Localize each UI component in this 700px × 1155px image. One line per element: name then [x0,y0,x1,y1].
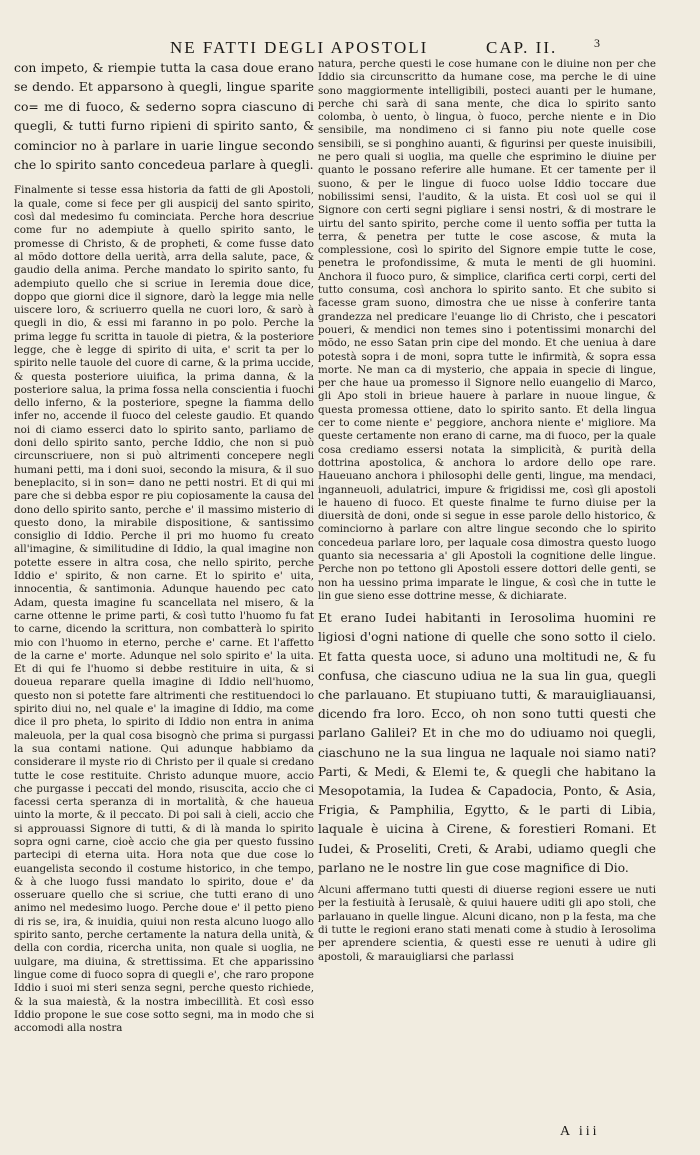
running-head [170,38,600,58]
right-column [318,58,656,964]
left-column [14,58,314,1035]
running-title: NE FATTI DEGLI APOSTOLI [170,38,429,57]
scripture-passage-1: con impeto, & riempie tutta la casa doue erano se dendo. Et apparsono à quegli, lingue sparite co= me di fuoco, & sederno sopra ciascuno di quegli, & tutti furno ripieni di spirito santo, & comincior no à parlare in uarie lingue secondo che lo spirito santo concedeua parlare à quegli. [14,60,314,173]
commentary-paragraph-2: natura, perche questi le cose humane con le diuine non per che Iddio sia circunscritto da humane cose, ma perche le di uine sono maggiormente intelligibili, posteci auanti per le humane, perche chi sarà di sana mente, che dica lo spirito santo colomba, ò uento, ò lingua, ò fuoco, perche niente e in Dio sensibile, ma nondimeno ci si fanno piu note quelle cose sensibili, se si ponghino auanti, & figurinsi per queste inuisibili, ne pero quali si uoglia, ma quelle che esprimino le diuine per quanto le possano referire alle humane. Et cer tamente per il suono, & per le lingue di fuoco uolse Iddio toccare due nobilissimi sensi, l'audito, & la uista. Et così uol se qui il Signore con certi segni pigliare i sensi nostri, & di mostrare le uirtu del santo spirito, perche come il uento soffia per tutta la terra, & penetra per tutte le cose ascose, & muta la complessione, così lo spirito del Signore empie tutte le cose, penetra le profondissime, & muta le menti de gli huomini. Anchora il fuoco puro, & simplice, clarifica certi corpi, certi del tutto consuma, così anchora lo spirito santo. Et che subito si facesse gram suono, dimostra che ue nisse à conferire tanta grandezza nel predicare l'euange lio di Christo, che i pescatori poueri, & mendici non temes sino i potentissimi monarchi del mõdo, ne esso Satan prin cipe del mondo. Et che ueniua à dare potestà sopra i de moni, sopra tutte le infirmità, & sopra essa morte. Ne man ca di mysterio, che appaia in specie di lingue, per che haue ua promesso il Signore nello euangelio di Marco, gli Apo stoli in brieue hauere à parlare in nuoue lingue, & questa promessa ottiene, dato lo spirito santo. Et della lingua cer to come niente e' peggiore, anchora niente e' migliore. Ma queste certamente non erano di carne, ma di fuoco, per la quale cosa crediamo essersi notata la simplicità, & purità della dottrina apostolica, & anchora lo ardore dello ope rare. Haueuano anchora i philosophi delle genti, lingue, ma mendaci, inganneuoli, adulatrici, impure & frigidissi me, così gli apostoli le haueno di fuoco. Et queste finalme te furno diuise per la diuersità de doni, onde si segue in esse parole dello historico, & cominciorno à parlare con altre lingue secondo che lo spirito concedeua parlare loro, per laquale cosa dimostra questo luogo quanto sia necessaria a' gli Apostoli la cognitione delle lingue. Perche non po tettono gli Apostoli essere dottori delle genti, se non ha uessino prima imparate le lingue, & così che in tutte le lin gue sieno esse dottrine messe, & dichiarate. [318,58,656,602]
signature-mark: A iii [560,1124,600,1139]
commentary-paragraph-3: Alcuni affermano tutti questi di diuerse regioni essere ue nuti per la festiuità à Ierusalè, & quiui hauere uditi gli apo stoli, che parlauano in quelle lingue. Alcuni dicano, non p la festa, ma che di tutte le regioni erano stati menati come à studio à Ierosolima per aprendere scientia, & questi esse re uenuti à udire gli apostoli, & marauigliarsi che parlassi [318,884,656,963]
folio-number: 3 [594,36,602,50]
chapter-label: CAP. II. [486,38,558,57]
commentary-paragraph-1: Finalmente si tesse essa historia da fatti de gli Apostoli, la quale, come si fece per gli auspicij del santo spirito, così dal medesimo fu cominciata. Perche hora descriue come fur no adempiute à quello spirito santo, le promesse di Christo, & de propheti, & come fusse dato al mõdo dottore della uerità, arra della salute, pace, & gaudio della anima. Perche mandato lo spirito santo, fu adempiuto quello che si scriue in Ieremia doue dice, doppo que giorni dice il signore, darò la legge mia nelle uiscere loro, & scriuerro quella ne cuori loro, & sarò à quegli in dio, & essi mi faranno in po polo. Perche la prima legge fu scritta in tauole di pietra, & la posteriore legge, che è legge di spirito di uita, e' scrit ta per lo spirito nelle tauole del cuore di carne, & la prima uccide, & questa posteriore uiuifica, la prima danna, & la posteriore salua, la prima fossa nella conscientia i fuochi dello inferno, & la posteriore, spegne la fiamma dello infer no, accende il fuoco del celeste gaudio. Et quando noi di ciamo esserci dato lo spirito santo, parliamo de doni dello spirito santo, perche Iddio, che non si può circunscriuere, non si può altrimenti concepere negli humani petti, ma i doni suoi, secondo la misura, & il suo beneplacito, si in son= dano ne petti nostri. Et di qui mi pare che si debba espor re piu copiosamente la causa del dono dello spirito santo, perche e' il massimo misterio di questo dono, la mirabile dispositione, & santissimo consiglio di Iddio. Perche il pri mo huomo fu creato all'imagine, & similitudine di Iddio, la qual imagine non potette essere in altra cosa, che nello spirito, perche Iddio e' spirito, & non carne. Et lo spirito e' uita, innocentia, & santimonia. Adunque hauendo pec cato Adam, questa imagine fu scancellata nel misero, & la carne ottenne le prime parti, & così tutto l'huomo fu fat to carne, dicendo la scrittura, non combatterà lo spirito mio con l'huomo in eterno, perche e' carne. Et l'affetto de la carne e' morte. Adunque nel solo spirito e' la uita. Et di qui fe l'huomo si debbe restituire in uita, & si doueua reparare quella imagine di Iddio nell'huomo, questo non si potette fare altrimenti che restituendoci lo spirito diui no, nel quale e' la imagine di Iddio, ma come dice il pro pheta, lo spirito di Iddio non entra in anima maleuola, per la qual cosa bisognò che prima si purgassi la sua contami natione. Qui adunque habbiamo da considerare il myste rio di Christo per il quale si credano tutte le cose restituite. Christo adunque muore, accio che purgasse i peccati del mondo, risuscita, accio che ci facessi certa speranza di in mortalità, & che haueua uinto la morte, & il peccato. Di poi sali à cieli, accio che si approuassi Signore di tutti, & di là manda lo spirito sopra ogni carne, cioè accio che gia per questo fussino partecipi di eterna uita. Hora nota que due cose lo euangelista secondo il costume historico, in che tempo, & à che luogo fussi mandato lo spirito, doue e' da osseruare quello che si scriue, che tutti erano di uno animo nel medesimo luogo. Perche doue e' il petto pieno di ris se, ira, & inuidia, quiui non resta alcuno luogo allo spirito santo, perche certamente la natura della unità, & della con cordia, ricercha unita, non quale si uoglia, ne uulgare, ma diuina, & strettissima. Et che apparissino lingue come di fuoco sopra di quegli e', che raro propone Iddio i suoi mi steri senza segni, perche questo richiede, & la sua maiestà, & la nostra imbecillità. Et così esso Iddio propone le sue cose sotto segni, ma in modo che si accomodi alla nostra [14,184,314,1035]
scripture-passage-2: Et erano Iudei habitanti in Ierosolima huomini re ligiosi d'ogni natione di quelle che sono sotto il cielo. Et fatta questa uoce, si aduno una moltitudi ne, & fu confusa, che ciascuno udiua ne la sua lin gua, quegli che parlauano. Et stupiuano tutti, & marauigliauansi, dicendo fra loro. Ecco, oh non sono tutti questi che parlano Galilei? Et in che mo do udiuamo noi quegli, ciaschuno ne la sua lingua ne laquale noi siamo nati? Parti, & Medi, & Elemi te, & quegli che habitano la Mesopotamia, la Iudea & Capadocia, Ponto, & Asia, Frigia, & Pamphilia, Egytto, & le parti di Libia, laquale è uicina à Cirene, & forestieri Romani. Et Iudei, & Proseliti, Creti, & Arabi, udiamo quegli che parlano ne le nostre lin gue cose magnifice di Dio. [318,611,656,875]
